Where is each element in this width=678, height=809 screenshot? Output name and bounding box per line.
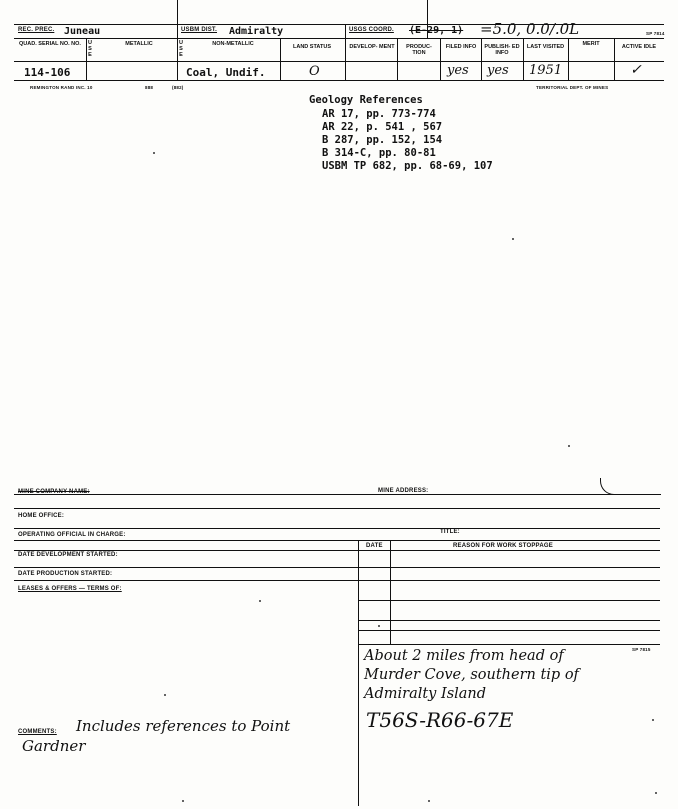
last-visited-header: LAST VISITED xyxy=(526,44,565,50)
township-range: T56S-R66-67E xyxy=(366,708,514,732)
stoppage-row-rule-2 xyxy=(358,620,660,621)
usgs-coord-value: =5.0, 0.0/.0L xyxy=(480,20,580,38)
stoppage-date-rule xyxy=(390,540,391,644)
speck xyxy=(259,600,261,602)
divider-3 xyxy=(397,38,398,80)
quad-serial-header: QUAD. SERIAL NO. NO. xyxy=(19,41,81,47)
speck xyxy=(164,694,166,696)
geology-heading: Geology References xyxy=(309,94,423,106)
development-header: DEVELOP- MENT xyxy=(349,44,395,50)
active-idle-value: ✓ xyxy=(630,62,642,78)
department-mark: TERRITORIAL DEPT. OF MINES xyxy=(536,85,609,90)
non-metallic-header: NON-METALLIC xyxy=(212,41,254,47)
non-metallic-value: Coal, Undif. xyxy=(186,66,266,79)
usbm-dist-label: USBM DIST. xyxy=(181,27,218,33)
use-u: U xyxy=(88,40,92,46)
stoppage-row-rule-1 xyxy=(358,600,660,601)
lower-top-rule xyxy=(14,494,660,495)
use-s-2: S xyxy=(179,46,183,52)
stoppage-left-rule xyxy=(358,540,359,806)
header-bottom-rule xyxy=(14,61,664,62)
speck xyxy=(378,625,380,627)
geology-line-1: AR 17, pp. 773-774 xyxy=(322,108,436,120)
usgs-coord-struck: (E-29, 1) xyxy=(409,25,464,36)
date-development-label: DATE DEVELOPMENT STARTED: xyxy=(18,552,118,558)
form-code-bottom: SP 7815 xyxy=(632,647,651,652)
home-office-rule xyxy=(14,508,660,509)
speck xyxy=(512,238,514,240)
last-visited-value: 1951 xyxy=(529,63,563,78)
date-header-rule xyxy=(14,540,660,541)
mine-address-label: MINE ADDRESS: xyxy=(378,488,429,494)
speck xyxy=(655,792,657,794)
stoppage-row-rule-3 xyxy=(358,630,660,631)
active-idle-header: ACTIVE IDLE xyxy=(621,44,657,50)
comments-label: COMMENTS: xyxy=(18,729,57,735)
stoppage-row-rule-4 xyxy=(358,644,660,645)
comments-line-2: Gardner xyxy=(22,737,86,755)
usgs-coord-label: USGS COORD. xyxy=(349,27,394,33)
use-u-2: U xyxy=(179,40,183,46)
speck xyxy=(652,719,654,721)
reason-column-label: REASON FOR WORK STOPPAGE xyxy=(453,543,553,549)
leases-label: LEASES & OFFERS — TERMS OF: xyxy=(18,586,122,592)
usbm-dist-value: Admiralty xyxy=(229,26,284,37)
date-prod-rule xyxy=(14,580,660,581)
speck xyxy=(153,152,155,154)
published-info-header: PUBLISH- ED INFO xyxy=(484,44,520,56)
home-office-label: HOME OFFICE: xyxy=(18,513,65,519)
location-line-1: About 2 miles from head of xyxy=(364,648,564,664)
location-line-3: Admiralty Island xyxy=(364,686,487,702)
mine-company-name-label: MINE COMPANY NAME: xyxy=(18,489,90,495)
published-info-value: yes xyxy=(487,63,509,78)
geology-line-5: USBM TP 682, pp. 68-69, 107 xyxy=(322,160,493,172)
divider-4 xyxy=(440,38,441,80)
filed-info-header: FILED INFO xyxy=(445,44,477,50)
rec-prec-label: REC. PREC. xyxy=(18,27,55,33)
header-mid-rule xyxy=(14,38,664,39)
divider-5 xyxy=(481,38,482,80)
title-label: TITLE: xyxy=(440,529,460,535)
filed-info-value: yes xyxy=(447,63,469,78)
quad-serial-value: 114-106 xyxy=(24,66,71,79)
printer-mark: REMINGTON RAND INC. 10 xyxy=(30,85,93,90)
rec-prec-value: Juneau xyxy=(64,26,101,37)
card-corner-curve xyxy=(600,478,661,495)
use-e-2: E xyxy=(179,52,183,58)
date-column-label: DATE xyxy=(366,543,383,549)
divider-coord xyxy=(345,24,346,80)
use-s: S xyxy=(88,46,92,52)
geology-line-4: B 314-C, pp. 80-81 xyxy=(322,147,436,159)
speck xyxy=(428,800,430,802)
location-line-2: Murder Cove, southern tip of xyxy=(364,667,579,683)
date-dev-top-rule xyxy=(14,550,660,551)
land-status-value: O xyxy=(309,64,320,79)
date-production-label: DATE PRODUCTION STARTED: xyxy=(18,571,113,577)
comments-line-1: Includes references to Point xyxy=(76,717,291,735)
merit-header: MERIT xyxy=(582,41,600,47)
production-header: PRODUC- TION xyxy=(406,44,432,56)
date-dev-rule xyxy=(14,567,660,568)
printer-code-1: 888 xyxy=(145,85,154,90)
divider-2 xyxy=(280,38,281,80)
geology-line-2: AR 22, p. 541 , 567 xyxy=(322,121,443,133)
printer-code-2: (882) xyxy=(172,85,184,90)
speck xyxy=(182,800,184,802)
divider-8 xyxy=(614,38,615,80)
land-status-header: LAND STATUS xyxy=(293,44,331,50)
divider-6 xyxy=(523,38,524,80)
row-bottom-rule xyxy=(14,80,664,81)
speck xyxy=(568,445,570,447)
operating-official-label: OPERATING OFFICIAL IN CHARGE: xyxy=(18,532,126,538)
geology-line-3: B 287, pp. 152, 154 xyxy=(322,134,443,146)
use-e: E xyxy=(88,52,92,58)
form-code-top: SP 7814 xyxy=(646,31,665,36)
divider-7 xyxy=(568,38,569,80)
operating-rule xyxy=(14,528,660,529)
metallic-header: METALLIC xyxy=(125,41,153,47)
